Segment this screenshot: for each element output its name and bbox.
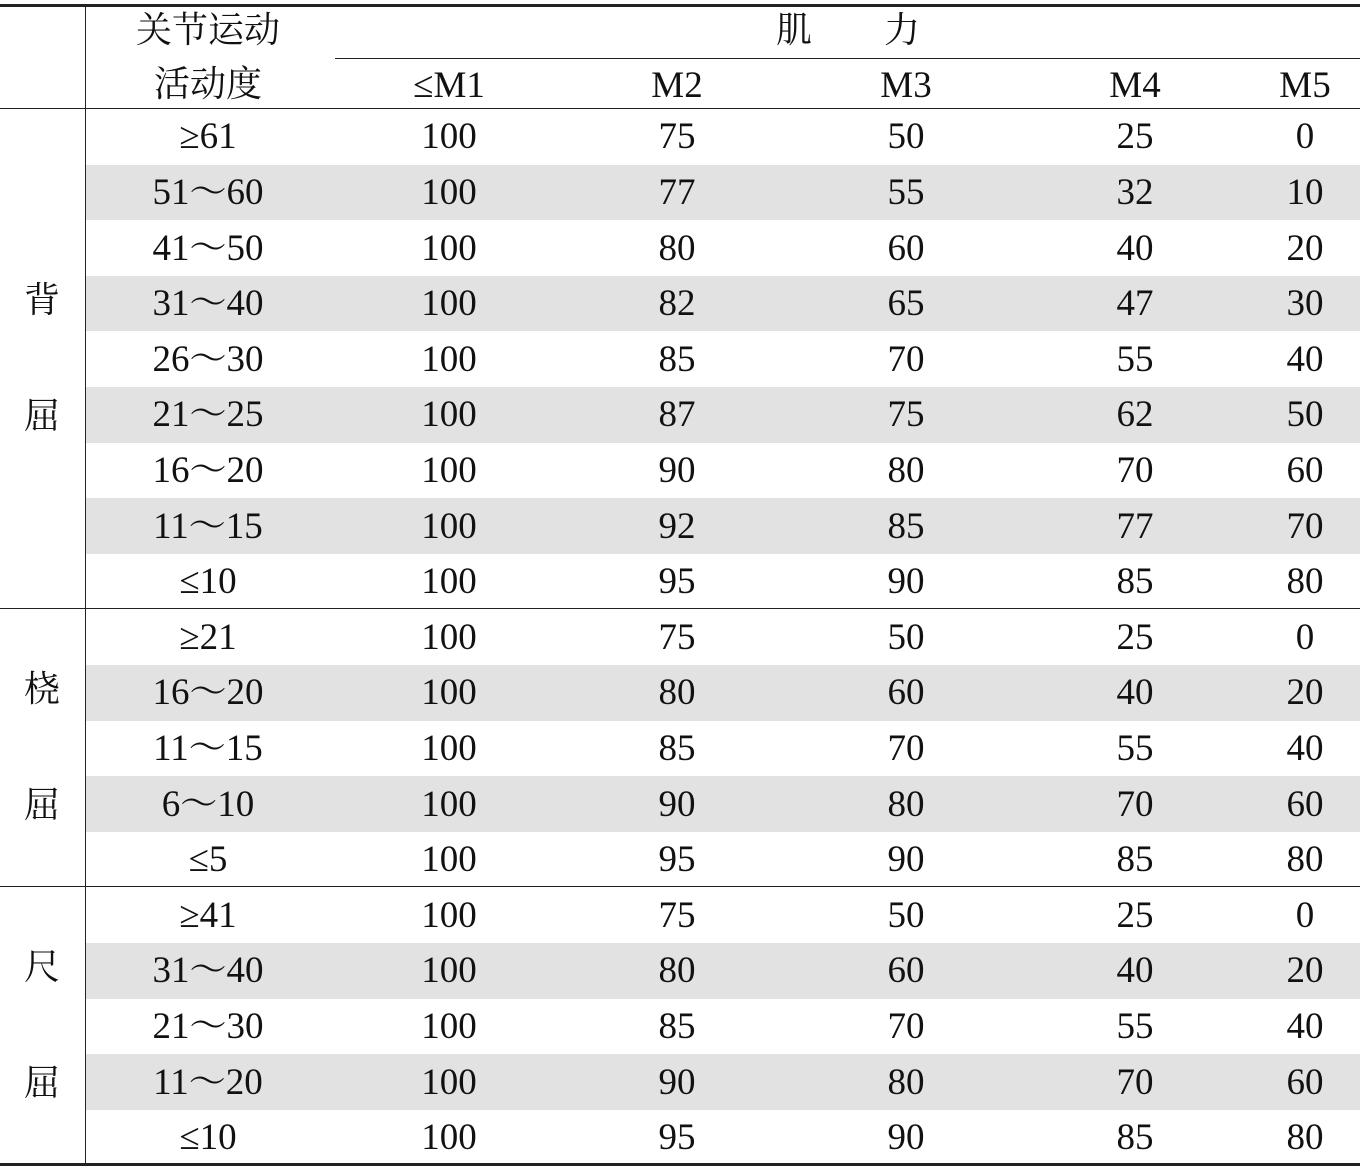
score-cell: 30 (1286, 283, 1324, 325)
strength-grade-header: M3 (880, 64, 932, 106)
rom-range-cell: 31～40 (152, 283, 264, 325)
score-cell: 90 (887, 1117, 925, 1159)
score-cell: 70 (1116, 1061, 1154, 1103)
score-cell: 92 (658, 505, 696, 547)
group-separator-rule (0, 886, 1360, 887)
score-cell: 20 (1286, 227, 1324, 269)
score-cell: 40 (1286, 338, 1324, 380)
strength-grade-header: M4 (1109, 64, 1161, 106)
score-cell: 70 (1286, 505, 1324, 547)
rom-range-cell: 16～20 (152, 672, 264, 714)
score-cell: 40 (1116, 672, 1154, 714)
score-cell: 80 (1286, 839, 1324, 881)
score-cell: 0 (1295, 616, 1315, 658)
score-cell: 70 (1116, 783, 1154, 825)
header-bottom-rule (0, 108, 1360, 109)
motion-group-label: 屈 (23, 396, 60, 438)
score-cell: 25 (1116, 894, 1154, 936)
score-cell: 80 (658, 227, 696, 269)
score-cell: 87 (658, 394, 696, 436)
score-cell: 32 (1116, 171, 1154, 213)
score-cell: 85 (1116, 839, 1154, 881)
score-cell: 85 (1116, 1117, 1154, 1159)
score-cell: 90 (658, 783, 696, 825)
score-cell: 95 (658, 1117, 696, 1159)
score-cell: 100 (421, 1061, 477, 1103)
score-cell: 0 (1295, 116, 1315, 158)
score-cell: 80 (887, 783, 925, 825)
score-cell: 40 (1286, 727, 1324, 769)
score-cell: 70 (1116, 449, 1154, 491)
score-cell: 77 (658, 171, 696, 213)
score-cell: 100 (421, 283, 477, 325)
strength-header-rule (335, 58, 1360, 59)
score-cell: 77 (1116, 505, 1154, 547)
strength-grade-header: M5 (1279, 64, 1331, 106)
score-cell: 100 (421, 171, 477, 213)
score-cell: 65 (887, 283, 925, 325)
score-cell: 95 (658, 561, 696, 603)
motion-group-label: 屈 (23, 1063, 60, 1105)
score-cell: 70 (887, 727, 925, 769)
score-cell: 85 (658, 338, 696, 380)
rom-range-cell: 11～15 (153, 727, 263, 769)
rom-range-cell: ≤10 (179, 1117, 237, 1159)
score-cell: 100 (421, 1005, 477, 1047)
rom-range-cell: 26～30 (152, 338, 264, 380)
score-cell: 100 (421, 116, 477, 158)
score-cell: 85 (658, 727, 696, 769)
score-cell: 100 (421, 616, 477, 658)
score-cell: 100 (421, 839, 477, 881)
rom-range-cell: 11～15 (153, 505, 263, 547)
strength-group-header: 肌 力 (775, 10, 920, 51)
score-cell: 25 (1116, 616, 1154, 658)
score-cell: 60 (1286, 1061, 1324, 1103)
score-cell: 75 (658, 894, 696, 936)
rom-range-cell: 51～60 (152, 171, 264, 213)
rom-range-cell: 21～25 (152, 394, 264, 436)
score-cell: 100 (421, 950, 477, 992)
group-separator-rule (0, 608, 1360, 609)
score-cell: 75 (658, 116, 696, 158)
rom-range-cell: ≤10 (179, 561, 237, 603)
score-cell: 55 (1116, 727, 1154, 769)
score-cell: 0 (1295, 894, 1315, 936)
motion-group-label: 屈 (23, 785, 60, 827)
score-cell: 70 (887, 338, 925, 380)
score-cell: 10 (1286, 171, 1324, 213)
rom-range-cell: ≥41 (179, 894, 237, 936)
score-cell: 80 (658, 950, 696, 992)
score-cell: 90 (887, 561, 925, 603)
score-cell: 60 (887, 950, 925, 992)
score-cell: 55 (887, 171, 925, 213)
group-column-divider (85, 6, 86, 1164)
score-cell: 100 (421, 449, 477, 491)
score-cell: 100 (421, 727, 477, 769)
strength-grade-header: M2 (651, 64, 703, 106)
rom-range-cell: 11～20 (153, 1061, 263, 1103)
score-cell: 100 (421, 338, 477, 380)
score-cell: 60 (1286, 783, 1324, 825)
score-cell: 85 (887, 505, 925, 547)
score-cell: 50 (887, 616, 925, 658)
score-cell: 85 (658, 1005, 696, 1047)
score-cell: 90 (887, 839, 925, 881)
rom-range-cell: ≥21 (179, 616, 237, 658)
rom-range-cell: ≥61 (179, 116, 237, 158)
score-cell: 100 (421, 561, 477, 603)
rom-range-cell: ≤5 (188, 839, 228, 881)
score-cell: 90 (658, 1061, 696, 1103)
motion-group-label: 背 (23, 280, 60, 322)
score-cell: 80 (887, 1061, 925, 1103)
strength-grade-header: ≤M1 (413, 64, 485, 106)
score-cell: 40 (1116, 950, 1154, 992)
rom-header-line2: 活动度 (153, 64, 262, 105)
score-cell: 75 (887, 394, 925, 436)
score-cell: 100 (421, 1117, 477, 1159)
score-cell: 60 (887, 672, 925, 714)
score-cell: 55 (1116, 1005, 1154, 1047)
score-cell: 47 (1116, 283, 1154, 325)
score-cell: 75 (658, 616, 696, 658)
score-cell: 100 (421, 227, 477, 269)
score-cell: 55 (1116, 338, 1154, 380)
top-rule (0, 4, 1360, 7)
score-cell: 82 (658, 283, 696, 325)
score-cell: 60 (1286, 449, 1324, 491)
score-cell: 62 (1116, 394, 1154, 436)
rom-range-cell: 31～40 (152, 950, 264, 992)
score-cell: 20 (1286, 950, 1324, 992)
score-cell: 100 (421, 394, 477, 436)
score-cell: 80 (1286, 1117, 1324, 1159)
score-cell: 95 (658, 839, 696, 881)
score-cell: 50 (887, 894, 925, 936)
motion-group-label: 尺 (23, 947, 60, 989)
rom-range-cell: 16～20 (152, 449, 264, 491)
score-cell: 60 (887, 227, 925, 269)
rom-range-cell: 6～10 (161, 783, 255, 825)
score-cell: 85 (1116, 561, 1154, 603)
score-cell: 40 (1286, 1005, 1324, 1047)
score-cell: 100 (421, 505, 477, 547)
score-cell: 80 (658, 672, 696, 714)
score-cell: 90 (658, 449, 696, 491)
score-cell: 100 (421, 672, 477, 714)
score-cell: 100 (421, 894, 477, 936)
score-cell: 50 (1286, 394, 1324, 436)
rom-range-cell: 21～30 (152, 1005, 264, 1047)
score-cell: 80 (887, 449, 925, 491)
score-cell: 40 (1116, 227, 1154, 269)
score-cell: 80 (1286, 561, 1324, 603)
score-cell: 100 (421, 783, 477, 825)
motion-group-label: 桡 (23, 669, 60, 711)
score-cell: 70 (887, 1005, 925, 1047)
bottom-rule (0, 1163, 1360, 1166)
rom-header-line1: 关节运动 (135, 10, 280, 51)
score-cell: 20 (1286, 672, 1324, 714)
score-cell: 25 (1116, 116, 1154, 158)
rom-range-cell: 41～50 (152, 227, 264, 269)
score-cell: 50 (887, 116, 925, 158)
